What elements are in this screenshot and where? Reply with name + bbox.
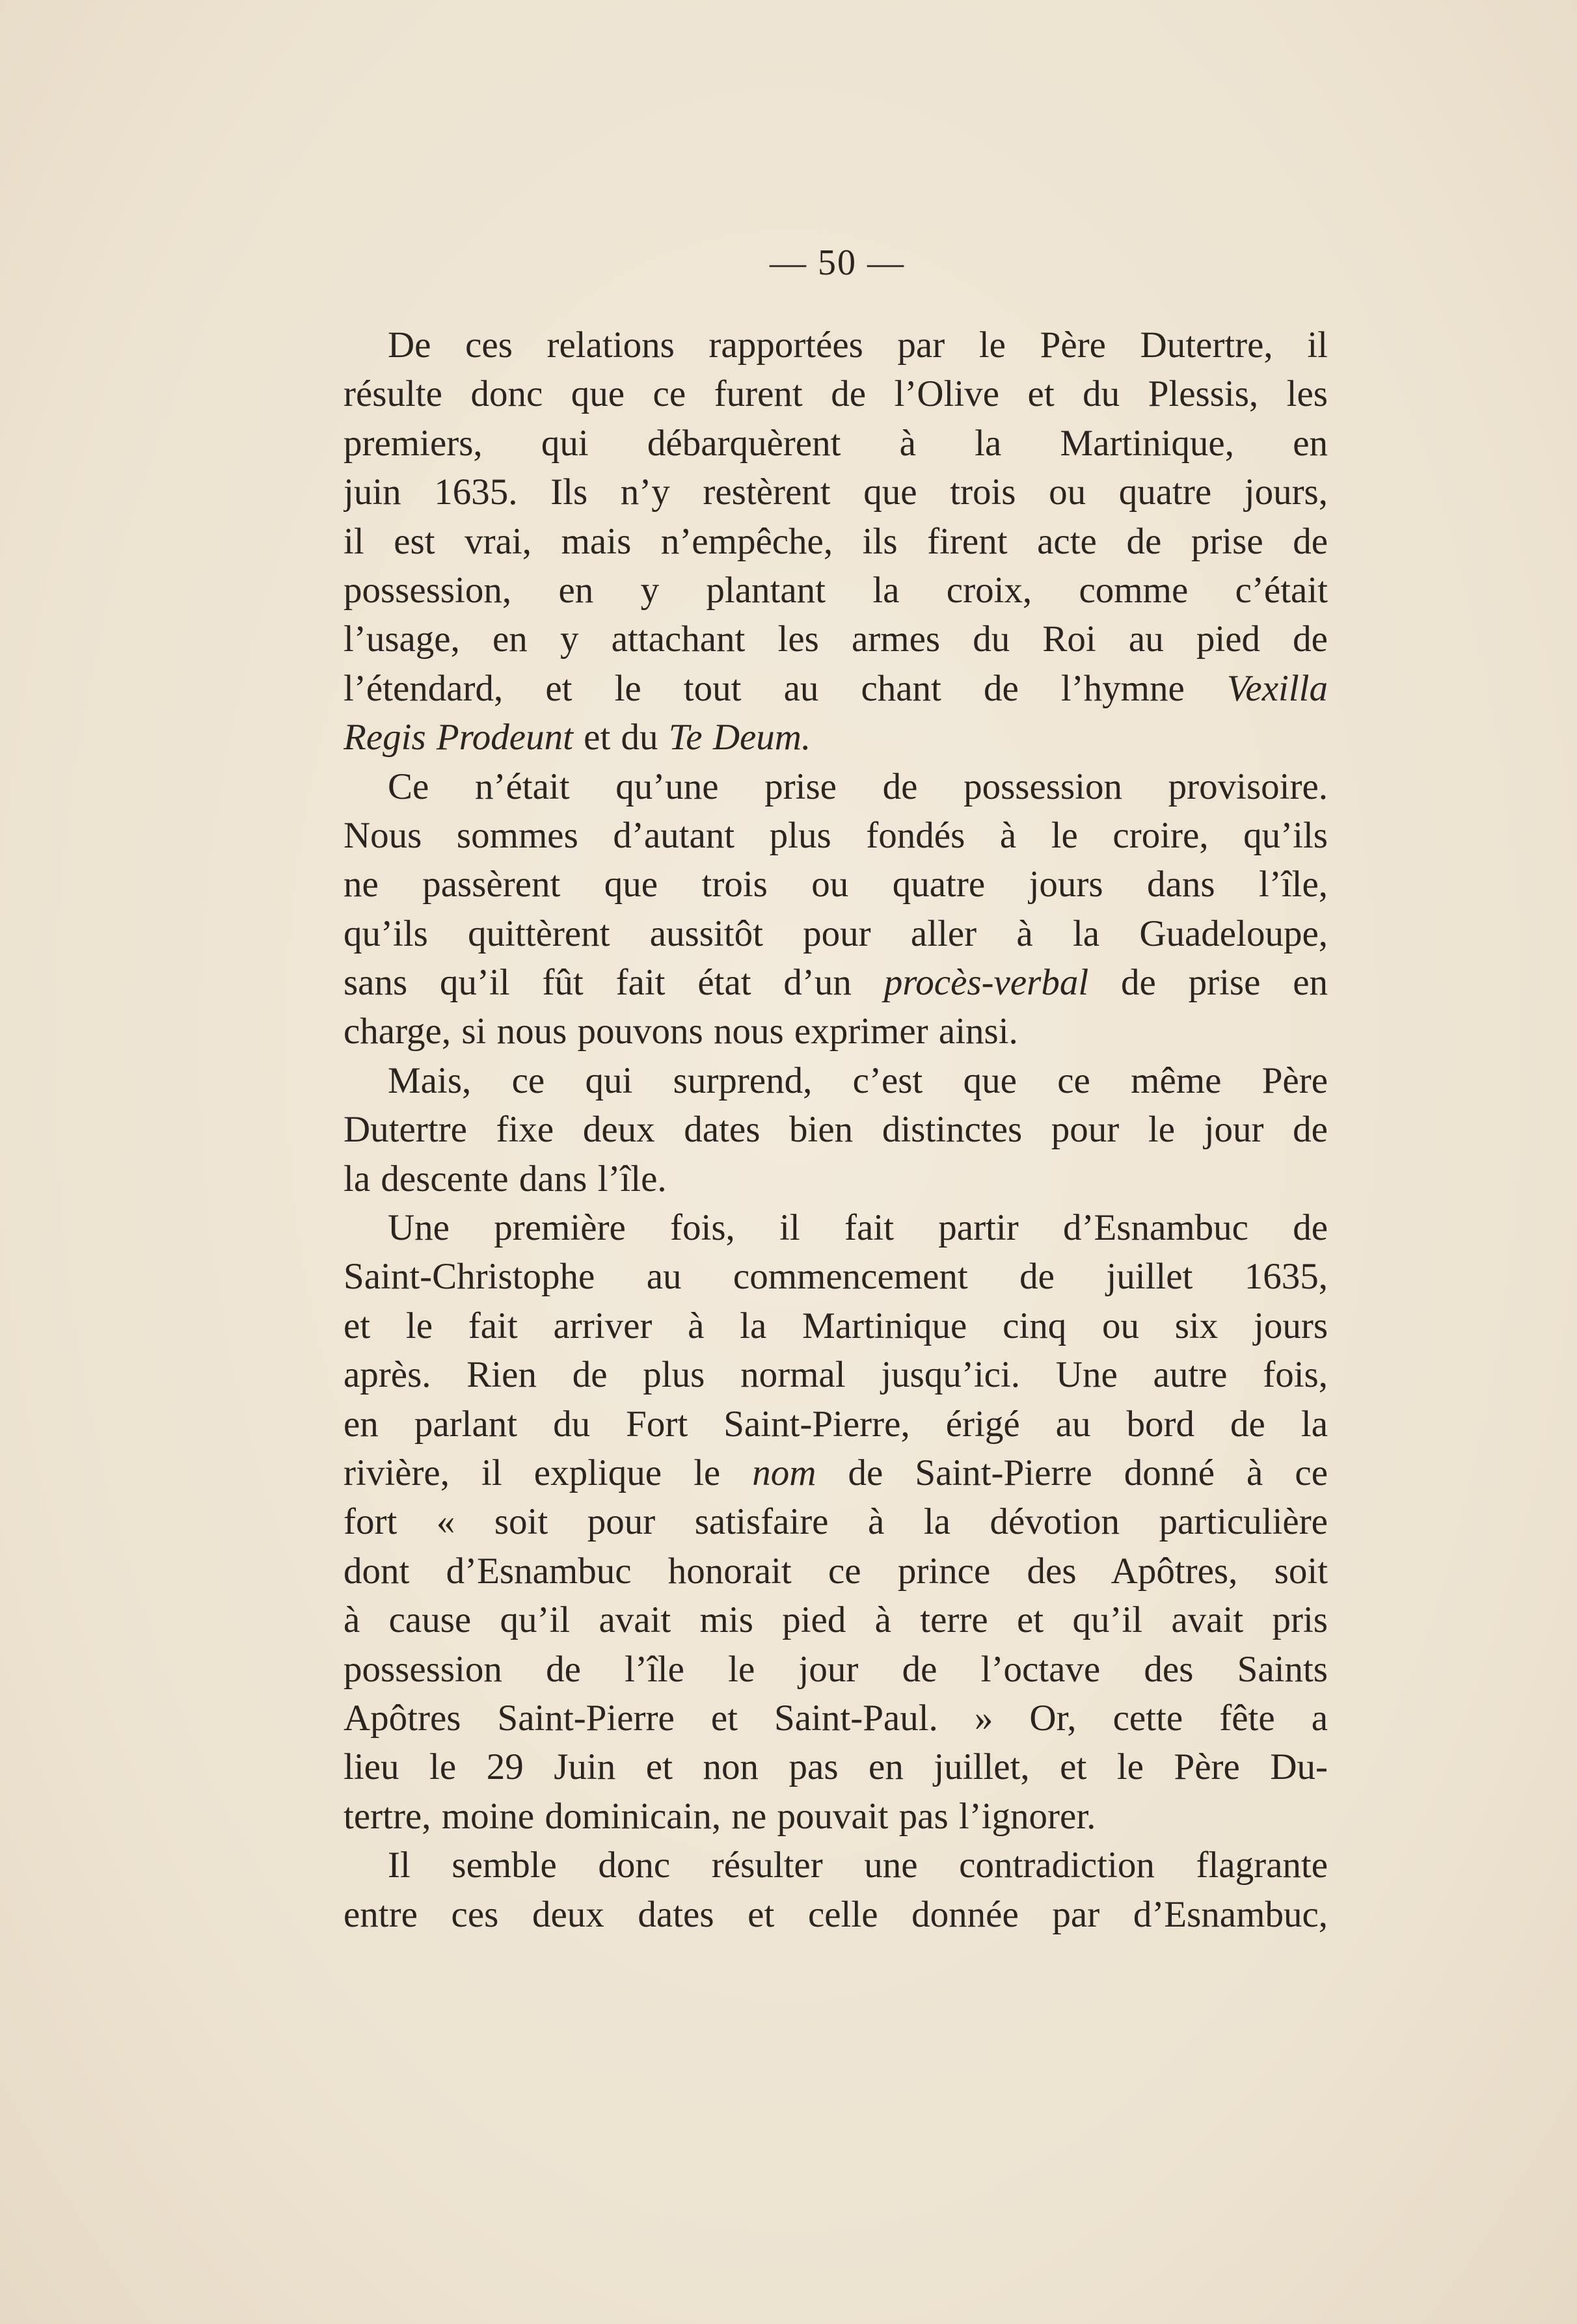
text-segment: et le fait arriver à la Martinique cinq ou six jours [344, 1305, 1328, 1346]
text-line [344, 958, 1328, 1007]
text-line [344, 664, 1328, 713]
text-segment: de Saint-Pierre donné à ce [816, 1452, 1328, 1493]
text-segment: il est vrai, mais n’empêche, ils firent acte de prise de [344, 520, 1328, 562]
text-line [344, 860, 1328, 909]
text-line [344, 1890, 1328, 1939]
text-line [344, 369, 1328, 418]
text-line [344, 1792, 1328, 1841]
text-segment: résulte donc que ce furent de l’Olive et du Plessis, les [344, 373, 1328, 415]
text-line [344, 1203, 1328, 1252]
text-line [344, 468, 1328, 516]
text-segment: Apôtres Saint-Pierre et Saint-Paul. » Or, cette fête a [344, 1697, 1328, 1739]
text-segment: de prise en [1088, 962, 1328, 1004]
text-segment: Une première fois, il fait partir d’Esnambuc de [388, 1207, 1328, 1249]
text-segment: qu’ils quittèrent aussitôt pour aller à la Guadeloupe, [344, 913, 1328, 954]
text-segment: Dutertre fixe deux dates bien distinctes pour le jour de [344, 1109, 1328, 1151]
text-segment: Ce n’était qu’une prise de possession provisoire. [388, 766, 1328, 807]
text-line [344, 1743, 1328, 1791]
text-segment: en parlant du Fort Saint-Pierre, érigé au bord de la [344, 1403, 1328, 1445]
text-segment: entre ces deux dates et celle donnée par d’Esnambuc, [344, 1893, 1328, 1935]
text-line [344, 517, 1328, 566]
text-segment: Saint-Christophe au commencement de juillet 1635, [344, 1256, 1328, 1298]
text-segment: l’usage, en y attachant les armes du Roi au pied de [344, 619, 1328, 660]
text-line [344, 1596, 1328, 1644]
text-line [344, 713, 1328, 762]
text-line [344, 615, 1328, 663]
text-line [344, 1105, 1328, 1154]
text-segment: Il semble donc résulter une contradiction flagrante [388, 1845, 1328, 1886]
text-line [344, 762, 1328, 811]
text-segment: ne passèrent que trois ou quatre jours dans l’île, [344, 864, 1328, 905]
text-segment: Mais, ce qui surprend, c’est que ce même Père [388, 1060, 1328, 1101]
text-segment: charge, si nous pouvons nous exprimer ainsi. [344, 1011, 1018, 1052]
text-line [344, 811, 1328, 860]
italic-text: procès-verbal [883, 962, 1089, 1004]
text-line [344, 1497, 1328, 1546]
text-line [344, 1007, 1328, 1056]
text-segment: la descente dans l’île. [344, 1158, 667, 1199]
text-segment: rivière, il explique le [344, 1452, 753, 1493]
text-segment: juin 1635. Ils n’y restèrent que trois ou quatre jours, [344, 472, 1328, 513]
text-segment: et du [573, 717, 669, 758]
text-line [344, 566, 1328, 615]
text-segment: à cause qu’il avait mis pied à terre et qu’il avait pris [344, 1599, 1328, 1641]
text-line [344, 1694, 1328, 1743]
text-segment: fort « soit pour satisfaire à la dévotion particulière [344, 1501, 1328, 1543]
text-segment: l’étendard, et le tout au chant de l’hymne [344, 667, 1227, 709]
text-segment: Nous sommes d’autant plus fondés à le croire, qu’ils [344, 814, 1328, 856]
text-line [344, 1449, 1328, 1497]
text-segment: dont d’Esnambuc honorait ce prince des Apôtres, soit [344, 1550, 1328, 1592]
text-line [344, 1547, 1328, 1596]
text-line [344, 1252, 1328, 1301]
text-line [344, 419, 1328, 468]
text-line [344, 1841, 1328, 1890]
italic-text: nom [752, 1452, 816, 1493]
text-line [344, 1056, 1328, 1105]
text-segment: après. Rien de plus normal jusqu’ici. Une autre fois, [344, 1354, 1328, 1396]
italic-text: Te Deum. [668, 717, 811, 758]
page-number: — 50 — [770, 243, 905, 283]
text-segment: possession de l’île le jour de l’octave des Saints [344, 1648, 1328, 1690]
italic-text: Vexilla [1226, 667, 1328, 709]
text-line [344, 1155, 1328, 1203]
text-line [344, 1350, 1328, 1399]
text-segment: sans qu’il fût fait état d’un [344, 962, 884, 1004]
text-line [344, 1302, 1328, 1350]
text-segment: possession, en y plantant la croix, comme c’était [344, 569, 1328, 611]
text-segment: tertre, moine dominicain, ne pouvait pas l’ignorer. [344, 1795, 1096, 1837]
text-line [344, 1400, 1328, 1449]
text-segment: lieu le 29 Juin et non pas en juillet, et le Père Du- [344, 1746, 1328, 1788]
text-line [344, 321, 1328, 369]
text-segment: De ces relations rapportées par le Père Dutertre, il [388, 325, 1328, 366]
text-line [344, 1645, 1328, 1694]
body-text [344, 321, 1328, 1939]
text-segment: premiers, qui débarquèrent à la Martinique, en [344, 422, 1328, 464]
text-line [344, 909, 1328, 958]
italic-text: Regis Prodeunt [344, 717, 573, 758]
